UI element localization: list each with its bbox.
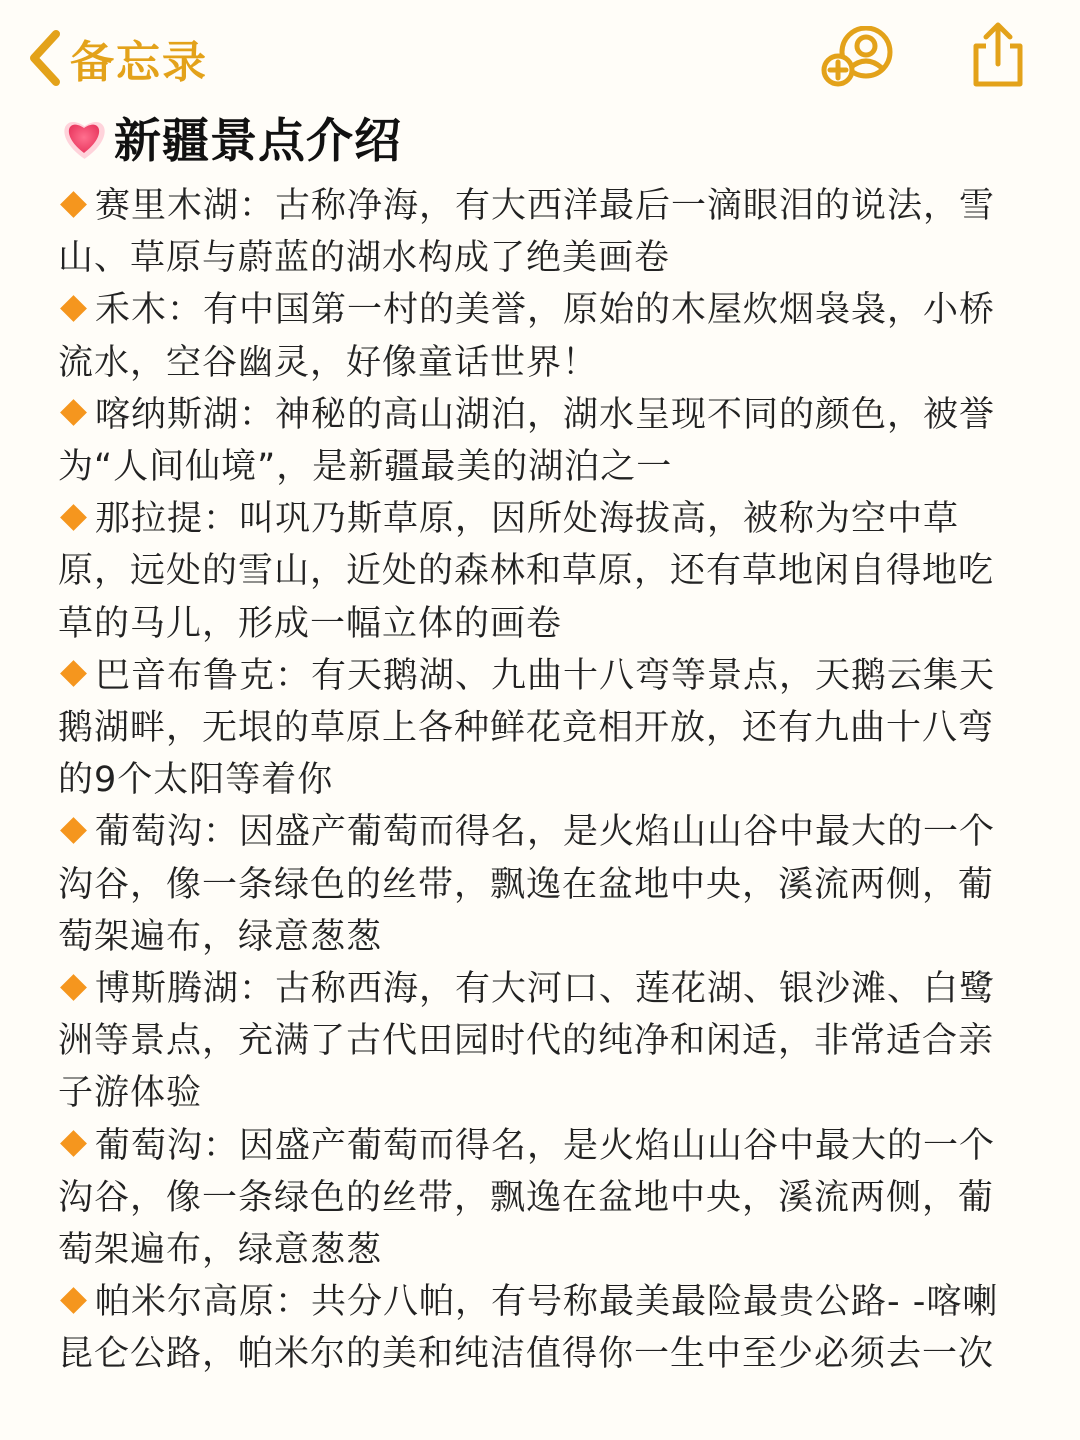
- list-item-text: 赛里木湖：古称净海，有大西洋最后一滴眼泪的说法，雪山、草原与蔚蓝的湖水构成了绝美画卷: [58, 186, 996, 279]
- list-item-text: 巴音布鲁克：有天鹅湖、九曲十八弯等景点，天鹅云集天鹅湖畔，无垠的草原上各种鲜花竞相开放，还有九曲十八弯的9个太阳等着你: [58, 655, 996, 801]
- list-item-text: 葡萄沟：因盛产葡萄而得名，是火焰山山谷中最大的一个沟谷，像一条绿色的丝带，飘逸在盆地中央，溪流两侧，葡萄架遍布，绿意葱葱: [58, 812, 996, 957]
- list-item-text: 葡萄沟：因盛产葡萄而得名，是火焰山山谷中最大的一个沟谷，像一条绿色的丝带，飘逸在盆地中央，溪流两侧，葡萄架遍布，绿意葱葱: [58, 1125, 996, 1271]
- share-icon: [966, 20, 1030, 90]
- list-item: [58, 284, 1018, 388]
- note-title: 新疆景点介绍: [114, 113, 402, 169]
- list-item-text: 那拉提：叫巩乃斯草原，因所处海拔高，被称为空中草原，远处的雪山，近处的森林和草原，还有草地闲自得地吃草的马儿，形成一幅立体的画卷: [58, 499, 995, 644]
- list-item: [58, 1120, 1018, 1277]
- orange-diamond-icon: [60, 974, 87, 1001]
- list-item: [58, 180, 1018, 284]
- list-item: [58, 650, 1018, 807]
- list-item: [58, 493, 1018, 650]
- orange-diamond-icon: [60, 295, 87, 322]
- list-item-text: 博斯腾湖：古称西海，有大河口、莲花湖、银沙滩、白鹭洲等景点，充满了古代田园时代的纯净和闲适，非常适合亲子游体验: [58, 969, 996, 1114]
- navigation-bar: [0, 0, 1080, 100]
- back-label: 备忘录: [70, 37, 208, 88]
- heart-icon: [58, 113, 110, 161]
- orange-diamond-icon: [60, 660, 87, 687]
- list-item-text: 喀纳斯湖：神秘的高山湖泊，湖水呈现不同的颜色，被誉为“人间仙境”，是新疆最美的湖泊之一: [58, 394, 996, 488]
- orange-diamond-icon: [60, 1130, 87, 1157]
- list-item: [58, 1276, 1018, 1380]
- list-item: [58, 389, 1018, 493]
- list-item: [58, 963, 1018, 1120]
- add-person-button[interactable]: [820, 26, 900, 90]
- orange-diamond-icon: [60, 504, 87, 531]
- share-button[interactable]: [966, 20, 1030, 90]
- list-item: [58, 806, 1018, 963]
- list-item-text: 禾木：有中国第一村的美誉，原始的木屋炊烟袅袅，小桥流水，空谷幽灵，好像童话世界！: [58, 290, 996, 383]
- list-item-text: 帕米尔高原：共分八帕，有号称最美最险最贵公路- -喀喇昆仑公路，帕米尔的美和纯洁值得你一生中至少必须去一次: [58, 1282, 999, 1375]
- orange-diamond-icon: [60, 191, 87, 218]
- chevron-left-icon: [28, 30, 62, 86]
- orange-diamond-icon: [60, 399, 87, 426]
- add-person-icon: [820, 26, 900, 90]
- note-title-row: [58, 104, 402, 170]
- back-button[interactable]: [28, 28, 208, 88]
- note-body[interactable]: [58, 180, 1018, 1381]
- orange-diamond-icon: [60, 817, 87, 844]
- orange-diamond-icon: [60, 1287, 87, 1314]
